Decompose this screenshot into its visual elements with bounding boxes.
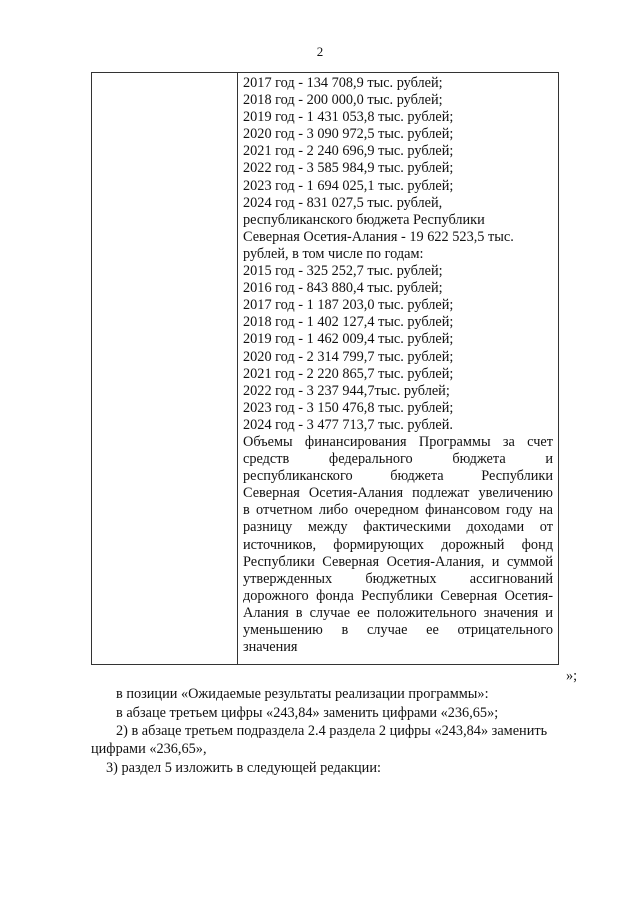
body-line: цифрами «236,65»,: [91, 741, 207, 757]
table-line: 2020 год - 3 090 972,5 тыс. рублей;: [243, 126, 454, 143]
table-line: 2019 год - 1 431 053,8 тыс. рублей;: [243, 109, 454, 126]
paragraph-line: Объемы финансирования Программы за счет: [243, 433, 553, 450]
table-line: 2024 год - 831 027,5 тыс. рублей,: [243, 194, 443, 211]
table-line: 2023 год - 3 150 476,8 тыс. рублей;: [243, 399, 454, 416]
body-line: 3) раздел 5 изложить в следующей редакции:: [106, 760, 381, 776]
closing-quote-mark: »;: [566, 668, 578, 684]
paragraph-line: республиканского бюджета Республики: [243, 468, 553, 485]
body-line: 2) в абзаце третьем подраздела 2.4 раздела 2 цифры «243,84» заменить: [116, 723, 548, 739]
paragraph-line: значения: [243, 639, 298, 656]
paragraph-line: дорожного фонда Республики Северная Осетия-: [243, 587, 553, 604]
table-line: 2022 год - 3 237 944,7тыс. рублей;: [243, 382, 450, 399]
table-line: 2024 год - 3 477 713,7 тыс. рублей.: [243, 416, 453, 433]
table-line: 2021 год - 2 220 865,7 тыс. рублей;: [243, 365, 454, 382]
paragraph-line: уменьшению в случае ее отрицательного: [243, 622, 553, 638]
table-line: 2015 год - 325 252,7 тыс. рублей;: [243, 263, 443, 280]
table-line: 2022 год - 3 585 984,9 тыс. рублей;: [243, 160, 454, 177]
table-right-cell: [243, 75, 553, 656]
table-line: 2020 год - 2 314 799,7 тыс. рублей;: [243, 348, 454, 365]
table-line: 2016 год - 843 880,4 тыс. рублей;: [243, 280, 443, 297]
paragraph-line: утвержденных бюджетных ассигнований: [243, 570, 553, 587]
table-line: 2021 год - 2 240 696,9 тыс. рублей;: [243, 143, 454, 160]
paragraph-line: в отчетном либо очередном финансовом году на: [243, 502, 553, 519]
table-line: рублей, в том числе по годам:: [243, 245, 424, 262]
funding-paragraph: [243, 434, 553, 656]
table-line: 2023 год - 1 694 025,1 тыс. рублей;: [243, 177, 454, 194]
table-line: 2019 год - 1 462 009,4 тыс. рублей;: [243, 331, 454, 348]
funding-table: [91, 72, 559, 665]
paragraph-line: источников, формирующих дорожный фонд: [243, 536, 553, 553]
table-line: республиканского бюджета Республики: [243, 211, 485, 228]
table-line: 2017 год - 1 187 203,0 тыс. рублей;: [243, 297, 454, 314]
table-column-divider: [237, 73, 238, 664]
table-line: Северная Осетия-Алания - 19 622 523,5 тыс.: [243, 228, 514, 245]
table-line: 2018 год - 1 402 127,4 тыс. рублей;: [243, 314, 454, 331]
paragraph-line: разницу между фактическими доходами от: [243, 519, 553, 536]
table-line: 2017 год - 134 708,9 тыс. рублей;: [243, 75, 443, 91]
body-line: в позиции «Ожидаемые результаты реализации программы»:: [116, 686, 489, 702]
page-number: 2: [316, 44, 324, 59]
paragraph-line: Северная Осетия-Алания подлежат увеличению: [243, 485, 553, 502]
body-line: в абзаце третьем цифры «243,84» заменить цифрами «236,65»;: [116, 705, 499, 721]
table-line: 2018 год - 200 000,0 тыс. рублей;: [243, 92, 443, 109]
paragraph-line: Алания в случае ее положительного значения и: [243, 604, 553, 621]
paragraph-line: Республики Северная Осетия-Алания, и суммой: [243, 553, 553, 570]
paragraph-line: средств федерального бюджета и: [243, 451, 553, 468]
